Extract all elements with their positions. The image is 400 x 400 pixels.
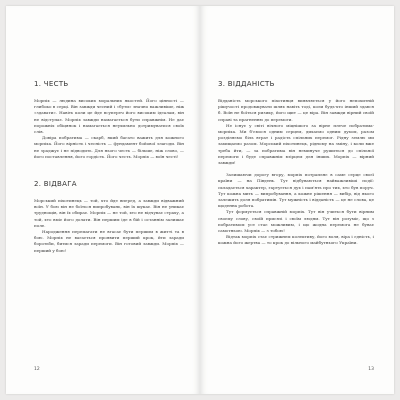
paragraph: Довіра побратима — скарб, який багато важить для кожного морпіха. Його вірність і чесність — фундамент бойової злагоди. Він не зраджує і не підводить. Для нього честь — більше, ніж слово, — його поставлення, його гордість. Його честь. Морпіх — воїн честі! <box>34 135 184 159</box>
paragraph: Морський піхотинець — той, хто йде вперед, а завжди відважний воїн. У бою він не боїться випробувань, він їх шукає. Він не уникає труднощів, він їх обирає. Морпіх — не той, хто не відчуває страху, а той, хто вміє його долати. Він першим іде в бій і останнім залишає поле. <box>34 198 184 228</box>
paragraph: Залишаючи дорогу вгору, морпіх потрапляє в саме серце своєї країни — на Південь. Тут відбуваються найважливіші події: складається характер, гартується дух і пам'ять про тих, хто був поруч. Тут кожна мить — випробування, а кожне рішення — вибір, від якого залежить доля побратимів. Тут мужність і відданість — це не слова, це щоденна робота. <box>218 172 374 209</box>
paragraph: Морпіх — людина високих моральних якостей. Його цінності — глибоко в серці. Він завжди чесний і «бути» значно важливіше, ніж «здавати». Навіть коли це йде всупереч його високим ідеалам, він не відступає. Морпіх завжди намагається бути справжнім. Не дає порожніх обіцянок і намагається неухильно дотримуватися своїх слів. <box>34 98 184 135</box>
paragraph: Тут формується справжній морпіх. Тут він учиться бути вірним своєму слову, своїй присязі і своїм людям. Тут він розуміє, що з побратимом усе стає можливим, і що жодна перемога не буває самотньою. Морпіх — з тобою! <box>218 209 374 234</box>
page-number-right: 13 <box>368 367 374 372</box>
section-heading-courage: 2. ВІДВАГА <box>34 180 77 189</box>
paragraph: Відтак морпіх стає стрижнем колективу, його воля, віра і єдність, і кожна його жертва — то крок до вільного майбутнього України. <box>218 234 374 246</box>
left-page-content <box>34 80 184 254</box>
paragraph: Народження перемагати не вгасає бути першим в житті та в бою. Морпіх не вагається проявити перший крок, йти заради боротьби, битися заради перемоги. Він готовий завжди. Морпіх — перший у бою! <box>34 229 184 253</box>
section-heading-honor: 1. ЧЕСТЬ <box>34 80 69 88</box>
paragraph: Не існує у світі вічного міцнішого за вірне плече побратима-морпіха. Ми б'ємося одним серцем, дихаємо одним духом, разом розділяємо біль втрат і радість спільних перемог. Рідну землю ми захищаємо разом. Морський піхотинець, рідному на зміну, і коли вже треба йти, — за побратима він неминуче рушиться до спільної перемоги і буде справжнім взірцем для інших. Морпіх — вірний завжди! <box>218 122 374 166</box>
right-page <box>200 6 394 394</box>
section-heading-devotion: 3. ВІДДАНІСТЬ <box>218 80 275 88</box>
right-page-content <box>218 80 374 247</box>
page-number-left: 12 <box>34 367 40 372</box>
paragraph: Відданість морського піхотинця виявляється у його непохитній рішучості продовжувати шлях навіть тоді, коли будь-хто інший здався б. Воїн не боїться ризику, його щит — це віра. Він завжди вірний своїй справі та прагненню до перемоги. <box>218 98 374 122</box>
book-spread <box>6 6 394 394</box>
left-page <box>6 6 200 394</box>
